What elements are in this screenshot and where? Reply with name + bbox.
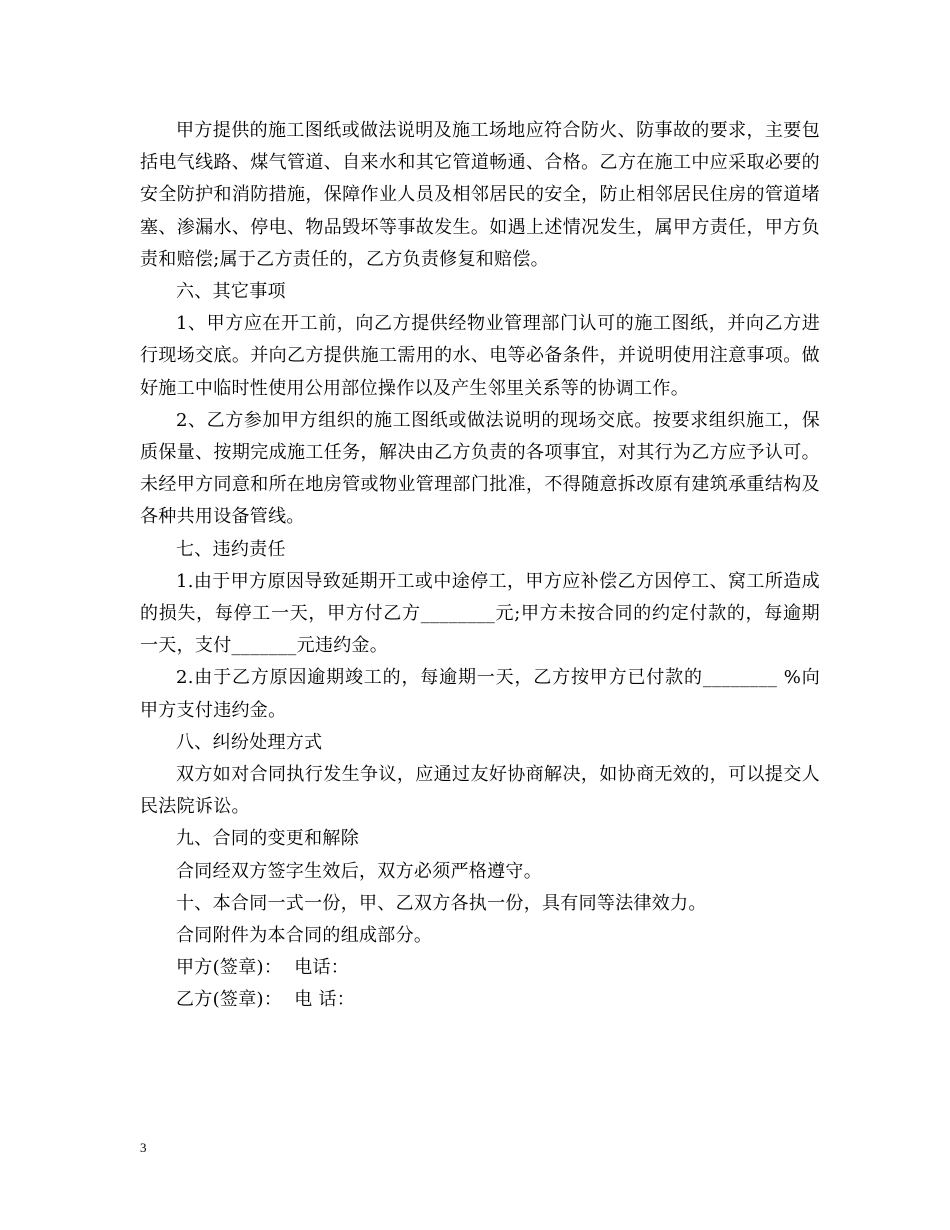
heading-breach-liability: 七、违约责任 bbox=[176, 538, 286, 560]
heading-other-matters: 六、其它事项 bbox=[176, 281, 286, 303]
paragraph-party-a-breach: 1.由于甲方原因导致延期开工或中途停工，甲方应补偿乙方因停工、窝工所造成的损失，每停工一天，甲方付乙方________元;甲方未按合同的约定付款的，每逾期一天，支付_______元违约金。 bbox=[140, 570, 820, 657]
paragraph-party-b-breach: 2.由于乙方原因逾期竣工的，每逾期一天，乙方按甲方已付款的________ %向甲方支付违约金。 bbox=[140, 667, 820, 721]
paragraph-attachments: 合同附件为本合同的组成部分。 bbox=[176, 925, 433, 947]
document-body bbox=[140, 115, 820, 1017]
paragraph-dispute-resolution: 双方如对合同执行发生争议，应通过友好协商解决，如协商无效的，可以提交人民法院诉讼。 bbox=[140, 764, 820, 818]
paragraph-party-a-duties: 1、甲方应在开工前，向乙方提供经物业管理部门认可的施工图纸，并向乙方进行现场交底。并向乙方提供施工需用的水、电等必备条件，并说明使用注意事项。做好施工中临时性使用公用部位操作以及产生邻里关系等的协调工作。 bbox=[140, 313, 820, 399]
paragraph-party-b-duties: 2、乙方参加甲方组织的施工图纸或做法说明的现场交底。按要求组织施工，保质保量、按期完成施工任务，解决由乙方负责的各项事宜，对其行为乙方应予认可。未经甲方同意和所在地房管或物业管理部门批准，不得随意拆改原有建筑承重结构及各种共用设备管线。 bbox=[140, 409, 820, 528]
paragraph-contract-effect: 合同经双方签字生效后，双方必须严格遵守。 bbox=[176, 860, 542, 882]
heading-dispute-resolution: 八、纠纷处理方式 bbox=[176, 731, 323, 753]
signature-party-b: 乙方(签章)： 电 话： bbox=[176, 989, 356, 1011]
heading-contract-changes: 九、合同的变更和解除 bbox=[176, 828, 359, 850]
page-number: 3 bbox=[140, 1140, 147, 1155]
paragraph-contract-copies: 十、本合同一式一份，甲、乙双方各执一份，具有同等法律效力。 bbox=[176, 892, 707, 914]
paragraph-safety-requirements: 甲方提供的施工图纸或做法说明及施工场地应符合防火、防事故的要求，主要包括电气线路、煤气管道、自来水和其它管道畅通、合格。乙方在施工中应采取必要的安全防护和消防措施，保障作业人员及相邻居民的安全，防止相邻居民住房的管道堵塞、渗漏水、停电、物品毁坏等事故发生。如遇上述情况发生，属甲方责任，甲方负责和赔偿;属于乙方责任的，乙方负责修复和赔偿。 bbox=[140, 120, 820, 270]
signature-party-a: 甲方(签章)： 电话： bbox=[176, 957, 350, 979]
